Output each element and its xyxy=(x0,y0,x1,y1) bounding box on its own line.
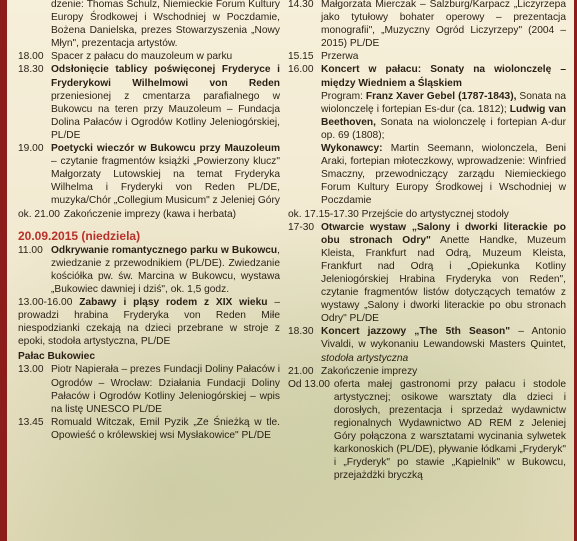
day2-events xyxy=(18,244,280,349)
event-time: 19.00 xyxy=(18,143,44,155)
event-desc xyxy=(321,221,566,326)
event-time: 18.30 xyxy=(18,64,44,76)
event-row xyxy=(288,325,566,364)
event-time: Od 13.00 xyxy=(288,378,330,390)
day1-events xyxy=(18,50,280,220)
event-title: Zabawy i pląsy rodem z XIX wieku xyxy=(79,296,268,308)
event-time: 13.00 xyxy=(18,364,44,376)
right-column xyxy=(288,0,566,482)
performers-label: Wykonawcy: xyxy=(321,143,383,155)
event-time: 17-30 xyxy=(288,221,315,233)
program-text: Sonata na wiolonczelę i fortepian Es-dur (ca. 1812); xyxy=(321,90,567,115)
event-row xyxy=(18,142,280,207)
program-composer: Ludwig van Beethoven, xyxy=(321,103,566,128)
event-time: 13.45 xyxy=(18,416,44,428)
event-text: przeniesionej z cmentarza parafialnego w Bukowcu na teren przy Mauzoleum – Fundacja Dolina Pałaców i Ogrodów Kotliny Jeleniogórskiej, PL/DE xyxy=(51,90,280,141)
left-edge-band xyxy=(0,0,7,541)
event-row xyxy=(288,221,566,326)
left-column xyxy=(18,0,280,442)
event-text: Przejście do artystycznej stodoły xyxy=(361,208,509,220)
event-time: 18.30 xyxy=(288,326,314,338)
event-row xyxy=(18,244,280,296)
event-time: ok. 17.15-17.30 xyxy=(288,208,359,220)
event-title: Odsłonięcie tablicy poświęconej Fryderyce i Fryderykowi Wilhelmowi von Reden xyxy=(51,64,280,89)
event-desc xyxy=(51,244,280,296)
event-row xyxy=(18,363,280,415)
event-desc xyxy=(18,296,280,348)
program-label: Program: xyxy=(321,90,366,102)
event-row xyxy=(288,63,566,89)
event-row xyxy=(288,50,566,63)
concert-program xyxy=(288,90,566,142)
section-heading: Pałac Bukowiec xyxy=(18,351,96,363)
event-desc xyxy=(51,142,280,207)
event-time: 18.00 xyxy=(18,51,44,63)
event-row xyxy=(288,208,566,221)
event-time: 13.00-16.00 xyxy=(18,296,73,308)
event-row xyxy=(18,208,280,221)
event-time: 11.00 xyxy=(18,244,43,256)
event-row xyxy=(18,296,280,348)
event-row xyxy=(18,50,280,63)
event-time: 14.30 xyxy=(288,0,314,10)
event-row xyxy=(288,0,566,50)
event-text: , zwiedzanie z przewodnikiem (PL/DE). Zwiedzanie kościółka pw. św. Marcina w Bukowcu, wystawa „Bukowiec dawniej i dziś", ok. 1,5 godz. xyxy=(51,244,280,295)
event-text: Anette Handke, Muzeum Kleista, Frankfurt nad Odrą, Muzeum Kleista, Frankfurt nad Odrą i „Opiekunka Kotliny Jeleniogórskiej Hrabina Fryderyka von Reden", czytanie fragmentów listów dotyczących tematów z wystawy „Salony i dworki literackie po obu stronach Odry" PL/DE xyxy=(321,234,567,325)
event-row xyxy=(18,63,280,142)
event-text: – czytanie fragmentów książki „Powierzony klucz" Małgorzaty Lutowskiej na temat Fryderyka Wilhelma i Fryderyki von Reden PL/DE, muzyka/Chór „Collegium Musicum" z Jeleniej Góry xyxy=(51,156,280,207)
event-row xyxy=(18,416,280,442)
event-desc xyxy=(321,325,566,364)
performers-text: Martin Seemann, wiolonczela, Beni Araki, fortepian młoteczkowy, wprowadzenie: Winfried Smaczny, przewodniczący zarządu Niemieckiego Forum Kultury Europy Środkowej i Wschodniej w Poczdamie xyxy=(321,143,566,207)
event-desc xyxy=(288,208,566,221)
event-title: Koncert w pałacu: Sonaty na wiolonczelę – między Wiedniem a Śląskiem xyxy=(321,64,566,89)
event-text: – Antonio Vivaldi, w wykonaniu Lewandowski Masters Quintet, xyxy=(321,326,566,351)
event-title: Odkrywanie romantycznego parku w Bukowcu xyxy=(51,244,278,256)
program-composer: Franz Xaver Gebel (1787-1843), xyxy=(365,90,517,102)
event-venue: stodoła artystyczna xyxy=(321,352,409,364)
section-events xyxy=(18,363,280,442)
event-text: Zakończenie imprezy xyxy=(321,365,418,377)
event-text: – prowadzi hrabina Fryderyka von Reden Miłe niespodzianki czekają na dzieci przebrane w stroje z epoki, stodoła artystyczna, PL/DE xyxy=(18,296,280,348)
event-time: 15.15 xyxy=(288,51,314,63)
event-text: Małgorzata Mierczak – Salzburg/Karpacz „Liczyrzepa jako tytułowy bohater operowy – prezentacja monografii", „Muzyczny Ogród Liczyrzepy" (2004 – 2015) PL/DE xyxy=(321,0,566,50)
event-desc xyxy=(321,63,566,89)
event-text: Zakończenie imprezy (kawa i herbata) xyxy=(63,208,237,220)
event-time: 21.00 xyxy=(288,365,314,377)
event-title: Poetycki wieczór w Bukowcu przy Mauzoleum xyxy=(51,143,280,155)
event-text: oferta małej gastronomi przy pałacu i stodole artystycznej; osikowe warsztaty dla dzieci i dorosłych, prezentacja i sprzedaż wydawnictw regionalnych Wydawnictwo AD REM z Jeleniej Góry połączona z warsztatami wycinania sylwetek karkonoskich (PL/DE), pływanie łódkami „Fryderyk" i „Fryderyk" po stawie „Kąpielnik" w Bukowcu, przejażdżki bryczką xyxy=(333,378,566,482)
event-desc xyxy=(51,63,280,142)
event-text: Przerwa xyxy=(321,51,359,63)
event-text: Piotr Napierała – prezes Fundacji Doliny Pałaców i Ogrodów – Wrocław: Działania Fundacji Doliny Pałaców i Ogrodów Kotliny Jeleniogórskiej – wpis na listę UNESCO PL/DE xyxy=(51,364,280,415)
event-text: Spacer z pałacu do mauzoleum w parku xyxy=(51,51,233,63)
program-text: Sonata na wiolonczelę i fortepian A-dur op. 69 (1808); xyxy=(321,116,566,141)
event-time: ok. 21.00 xyxy=(18,208,60,220)
event-time: 16.00 xyxy=(288,64,314,76)
intro-paragraph: dzenie: Thomas Schulz, Niemieckie Forum Kultury Europy Środkowej i Wschodniej w Poczdamie, Bożena Danielska, prezes Stowarzyszenia „Nowy Młyn", prezentacja artystów. xyxy=(51,0,280,50)
day-heading: 20.09.2015 (niedziela) xyxy=(18,228,141,243)
concert-performers xyxy=(288,142,566,207)
event-row xyxy=(288,365,566,378)
event-text: Romuald Witczak, Emil Pyzik „Ze Śnieżką w tle. Opowieść o królewskiej wsi Mysłakowice" PL/DE xyxy=(51,416,280,441)
event-title: Koncert jazzowy „The 5th Season" xyxy=(321,326,511,338)
event-title: Otwarcie wystaw „Salony i dworki literackie po obu stronach Odry" xyxy=(321,221,566,246)
event-row xyxy=(288,378,566,483)
